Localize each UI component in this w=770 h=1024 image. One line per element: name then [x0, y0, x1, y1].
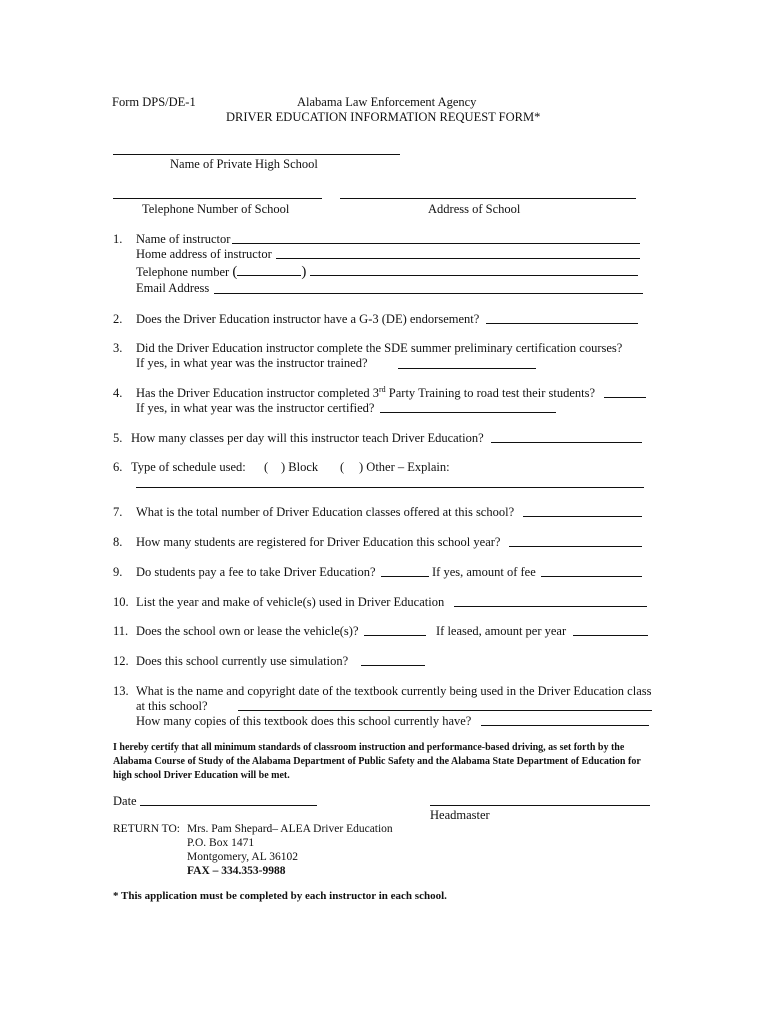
q6-explain-field[interactable] [136, 487, 644, 488]
q1-email-label: Email Address [136, 281, 210, 295]
q7-number: 7. [113, 505, 123, 519]
q10-number: 10. [113, 595, 129, 609]
q1-home-address-label: Home address of instructor [136, 247, 272, 261]
headmaster-signature-field[interactable] [430, 805, 650, 806]
q6-number: 6. [113, 460, 123, 474]
q4-text-b: Party Training to road test their students? [385, 386, 596, 400]
q12-text: Does this school currently use simulation? [136, 654, 349, 668]
school-address-field[interactable] [340, 198, 636, 199]
footnote: * This application must be completed by each instructor in each school. [113, 890, 447, 902]
q12-number: 12. [113, 654, 129, 668]
q13-text-cont: at this school? [136, 699, 208, 713]
return-to-line2: P.O. Box 1471 [187, 837, 255, 849]
school-address-label: Address of School [428, 202, 521, 216]
q9-fee-label: If yes, amount of fee [432, 565, 536, 579]
q11-lease-amount-field[interactable] [573, 635, 648, 636]
q5-text: How many classes per day will this instructor teach Driver Education? [131, 431, 484, 445]
q11-text: Does the school own or lease the vehicle(s)? [136, 624, 359, 638]
q1-phone-text: Telephone number [136, 265, 230, 279]
q11-lease-label: If leased, amount per year [436, 624, 567, 638]
q1-name-label: Name of instructor [136, 232, 231, 246]
q4-text-a: Has the Driver Education instructor completed 3 [136, 386, 379, 400]
q4-year-field[interactable] [380, 412, 556, 413]
instructor-phone-field[interactable] [310, 275, 638, 276]
q13-text: What is the name and copyright date of the textbook currently being used in the Driver Education class [136, 684, 652, 698]
q6-text: Type of schedule used: [131, 460, 246, 474]
form-id: Form DPS/DE-1 [112, 95, 196, 109]
q1-number: 1. [113, 232, 123, 246]
q5-answer-field[interactable] [491, 442, 642, 443]
q3-number: 3. [113, 341, 123, 355]
instructor-area-code-field[interactable] [237, 263, 301, 276]
q2-text: Does the Driver Education instructor have a G-3 (DE) endorsement? [136, 312, 480, 326]
school-phone-field[interactable] [113, 198, 322, 199]
other-option-label: ) Other – Explain: [359, 460, 450, 474]
q7-answer-field[interactable] [523, 516, 642, 517]
return-to-line1: Mrs. Pam Shepard– ALEA Driver Education [187, 823, 393, 835]
q9-number: 9. [113, 565, 123, 579]
school-name-field[interactable] [113, 154, 400, 155]
form-title: DRIVER EDUCATION INFORMATION REQUEST FORM* [226, 110, 541, 124]
q3-text: Did the Driver Education instructor complete the SDE summer preliminary certification courses? [136, 341, 623, 355]
q13-copies-field[interactable] [481, 725, 649, 726]
return-to-line3: Montgomery, AL 36102 [187, 851, 298, 863]
q2-number: 2. [113, 312, 123, 326]
instructor-email-field[interactable] [214, 293, 643, 294]
date-field[interactable] [140, 805, 317, 806]
q3-year-field[interactable] [398, 368, 536, 369]
school-phone-label: Telephone Number of School [142, 202, 290, 216]
return-to-label: RETURN TO: [113, 823, 180, 835]
q10-answer-field[interactable] [454, 606, 647, 607]
q13-number: 13. [113, 684, 129, 698]
block-option-label: ) Block [281, 460, 319, 474]
certification-statement: I hereby certify that all minimum standards of classroom instruction and performance-based driving, as set forth by the Alabama Course of Study of the Alabama Department of Public Safety and the Alabama State Department of Education for high school Driver Education will be met. [113, 742, 641, 781]
school-name-label: Name of Private High School [170, 157, 318, 171]
q11-answer-field[interactable] [364, 635, 426, 636]
q13-sub-text: How many copies of this textbook does this school currently have? [136, 714, 472, 728]
block-checkbox-open[interactable]: ( [264, 460, 269, 474]
q9-answer-field[interactable] [381, 576, 429, 577]
headmaster-label: Headmaster [430, 808, 490, 822]
q5-number: 5. [113, 431, 123, 445]
q7-text: What is the total number of Driver Education classes offered at this school? [136, 505, 515, 519]
q12-answer-field[interactable] [361, 665, 425, 666]
q8-number: 8. [113, 535, 123, 549]
other-checkbox-open[interactable]: ( [340, 460, 345, 474]
q8-answer-field[interactable] [509, 546, 642, 547]
q2-answer-field[interactable] [486, 323, 638, 324]
q11-number: 11. [113, 624, 129, 638]
q10-text: List the year and make of vehicle(s) used in Driver Education [136, 595, 445, 609]
agency-name: Alabama Law Enforcement Agency [297, 95, 477, 109]
q4-sub-text: If yes, in what year was the instructor certified? [136, 401, 375, 415]
q9-fee-field[interactable] [541, 576, 642, 577]
q8-text: How many students are registered for Driver Education this school year? [136, 535, 501, 549]
instructor-home-address-field[interactable] [276, 258, 640, 259]
q3-sub-text: If yes, in what year was the instructor trained? [136, 356, 368, 370]
return-to-fax: FAX – 334.353-9988 [187, 865, 286, 877]
q13-textbook-field[interactable] [238, 710, 652, 711]
q4-number: 4. [113, 386, 123, 400]
q4-text [136, 386, 595, 401]
q1-phone-label: Telephone number ( ) [136, 264, 307, 280]
q4-superscript: rd [378, 384, 386, 394]
instructor-name-field[interactable] [232, 243, 640, 244]
q9-text: Do students pay a fee to take Driver Education? [136, 565, 376, 579]
q4-answer-field[interactable] [604, 397, 646, 398]
date-label: Date [113, 794, 137, 808]
